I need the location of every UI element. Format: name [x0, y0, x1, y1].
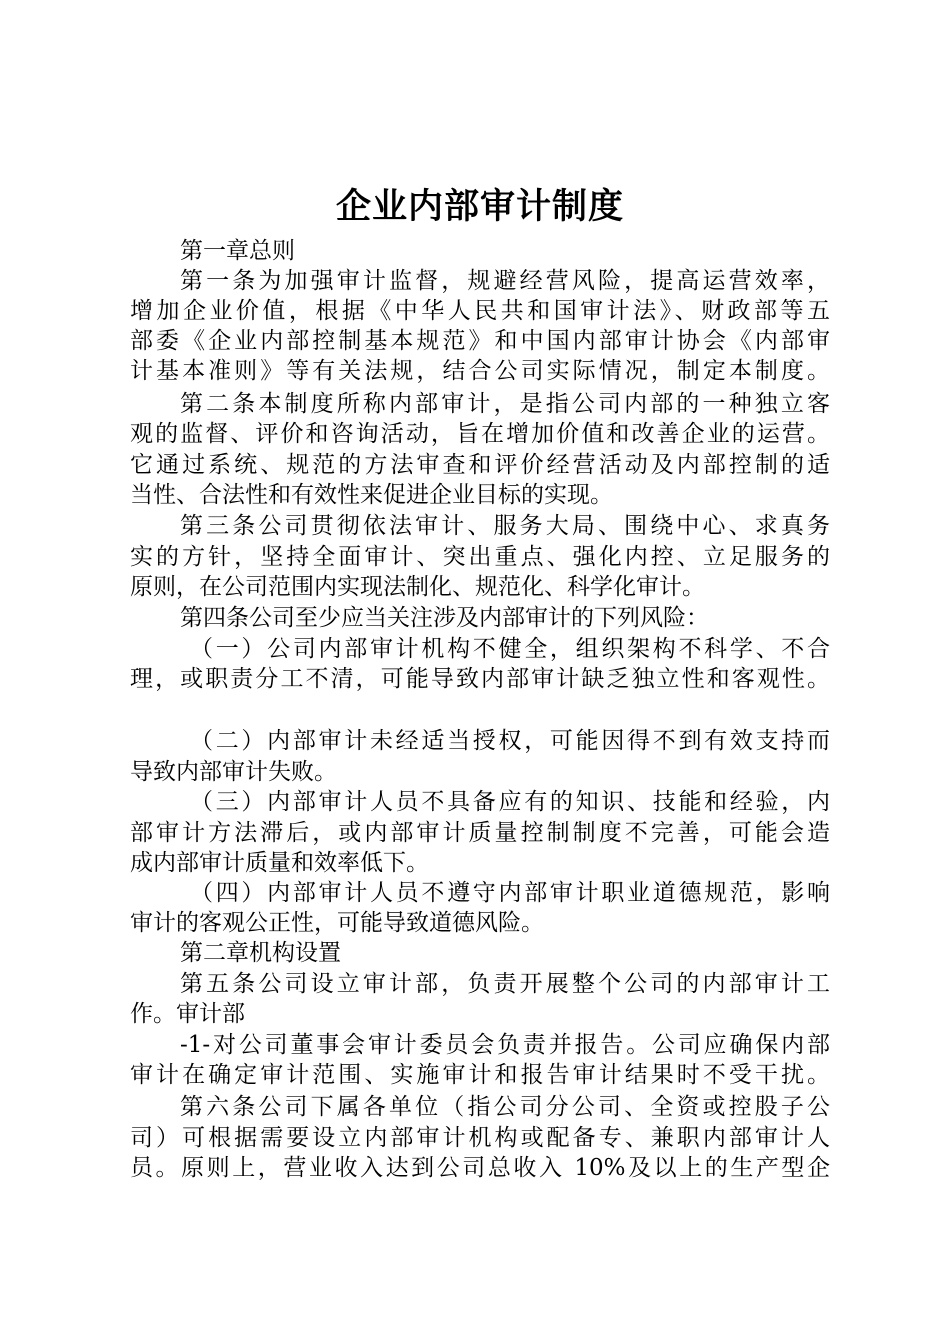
body-line: 审计的客观公正性，可能导致道德风险。 — [130, 910, 544, 936]
body-line: 司）可根据需要设立内部审计机构或配备专、兼职内部审计人 — [130, 1125, 830, 1151]
chapter-heading: 第一章总则 — [180, 238, 295, 264]
document-title: 企业内部审计制度 — [335, 187, 624, 227]
body-line: （四）内部审计人员不遵守内部审计职业道德规范，影响 — [190, 880, 830, 906]
body-line: 它通过系统、规范的方法审查和评价经营活动及内部控制的适 — [130, 452, 830, 478]
body-line: （二）内部审计未经适当授权，可能因得不到有效支持而 — [190, 728, 830, 754]
chapter-heading: 第二章机构设置 — [180, 940, 341, 966]
body-line: 部审计方法滞后，或内部审计质量控制制度不完善，可能会造 — [130, 820, 830, 846]
body-line: 第五条公司设立审计部，负责开展整个公司的内部审计工 — [180, 971, 830, 997]
body-line: 导致内部审计失败。 — [130, 759, 337, 785]
body-line: 作。审计部 — [130, 1001, 245, 1027]
body-line: 第三条公司贯彻依法审计、服务大局、围绕中心、求真务 — [180, 513, 830, 539]
body-line: 第二条本制度所称内部审计，是指公司内部的一种独立客 — [180, 391, 830, 417]
body-line: -1-对公司董事会审计委员会负责并报告。公司应确保内部 — [180, 1032, 830, 1058]
body-line: （一）公司内部审计机构不健全，组织架构不科学、不合 — [190, 636, 830, 662]
body-line: 成内部审计质量和效率低下。 — [130, 850, 429, 876]
body-line: 第一条为加强审计监督，规避经营风险，提高运营效率， — [180, 268, 830, 294]
body-line: 观的监督、评价和咨询活动，旨在增加价值和改善企业的运营。 — [130, 421, 830, 447]
body-line: 原则，在公司范围内实现法制化、规范化、科学化审计。 — [130, 574, 705, 600]
body-line: 员。原则上，营业收入达到公司总收入 10%及以上的生产型企 — [130, 1155, 830, 1181]
body-line: 增加企业价值，根据《中华人民共和国审计法》、财政部等五 — [130, 298, 830, 324]
body-line: 审计在确定审计范围、实施审计和报告审计结果时不受干扰。 — [130, 1062, 830, 1088]
body-line: 实的方针，坚持全面审计、突出重点、强化内控、立足服务的 — [130, 544, 830, 570]
body-line: 部委《企业内部控制基本规范》和中国内部审计协会《内部审 — [130, 328, 830, 354]
body-line: 第六条公司下属各单位（指公司分公司、全资或控股子公 — [180, 1094, 830, 1120]
body-line: 第四条公司至少应当关注涉及内部审计的下列风险： — [180, 605, 709, 631]
body-line: 计基本准则》等有关法规，结合公司实际情况，制定本制度。 — [130, 358, 830, 384]
body-line: 当性、合法性和有效性来促进企业目标的实现。 — [130, 482, 613, 508]
body-line: 理，或职责分工不清，可能导致内部审计缺乏独立性和客观性。 — [130, 666, 830, 692]
body-line: （三）内部审计人员不具备应有的知识、技能和经验，内 — [190, 789, 830, 815]
